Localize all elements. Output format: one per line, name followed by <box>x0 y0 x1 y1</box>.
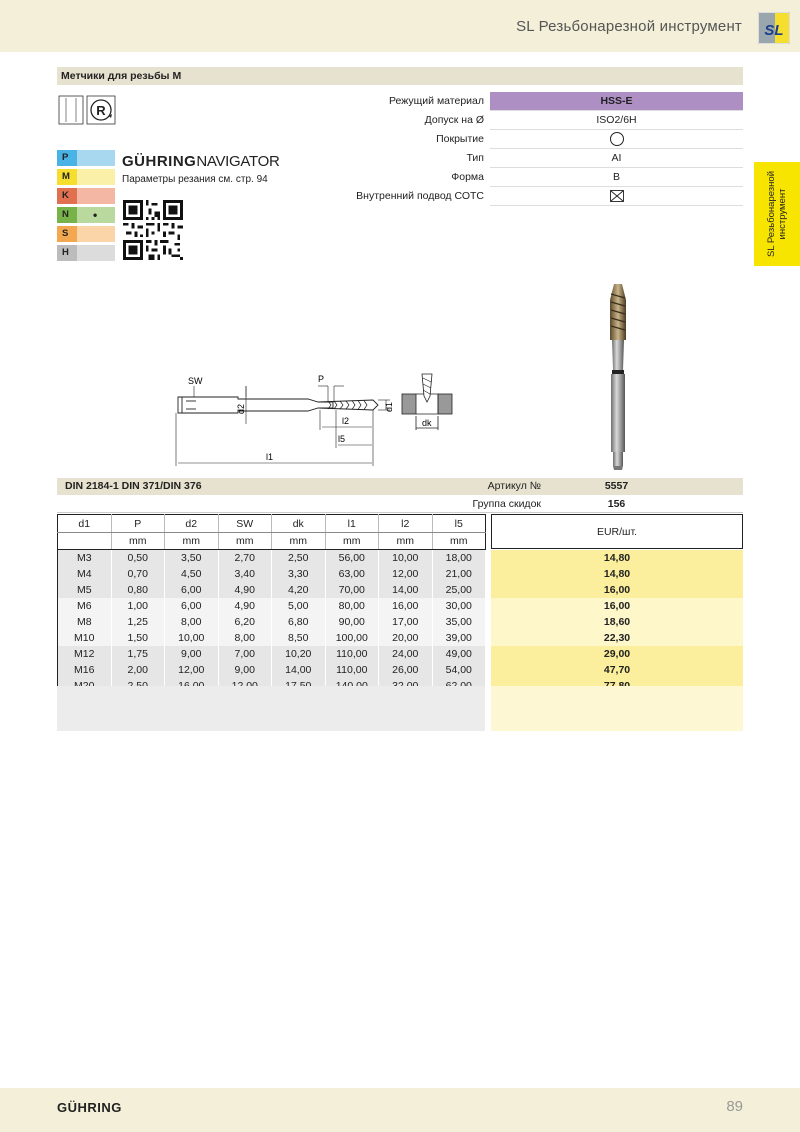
table-cell: 63,00 <box>325 566 379 582</box>
discount-group-value: 156 <box>607 498 626 510</box>
table-cell: 8,00 <box>218 630 272 646</box>
table-cell: 25,00 <box>432 582 486 598</box>
column-header: SW <box>218 515 272 533</box>
sl-logo-icon <box>758 12 790 44</box>
l1-label: l1 <box>266 452 274 462</box>
table-cell: M12 <box>58 646 112 662</box>
material-group-h: H <box>57 245 115 261</box>
table-cell: 4,90 <box>218 582 272 598</box>
table-cell: 24,00 <box>379 646 433 662</box>
table-cell: 8,50 <box>272 630 326 646</box>
din-standard-bar <box>57 478 743 495</box>
l5-label: l5 <box>338 434 346 444</box>
table-cell: M5 <box>58 582 112 598</box>
table-cell: 2,00 <box>111 662 165 678</box>
article-number[interactable]: 5557 <box>604 480 629 492</box>
navigator-brand-name: GÜHRING <box>122 153 197 170</box>
dimension-lines <box>176 386 390 466</box>
unit-cell: mm <box>165 533 219 550</box>
column-header: l2 <box>379 515 433 533</box>
table-cell: 16,00 <box>379 598 433 614</box>
table-row[interactable] <box>58 582 486 598</box>
table-cell: M3 <box>58 550 112 567</box>
table-cell: 10,00 <box>165 630 219 646</box>
table-row[interactable] <box>58 566 486 582</box>
discount-group-row <box>57 497 743 513</box>
property-value: B <box>490 168 743 187</box>
table-cell: 54,00 <box>432 662 486 678</box>
unit-cell: mm <box>218 533 272 550</box>
table-cell: 56,00 <box>325 550 379 567</box>
discount-group-label: Группа скидок <box>472 498 541 510</box>
unit-cell: mm <box>111 533 165 550</box>
table-cell: M4 <box>58 566 112 582</box>
property-row <box>0 168 800 187</box>
dk-label: dk <box>422 418 432 428</box>
l2-label: l2 <box>342 416 350 426</box>
table-cell: 1,25 <box>111 614 165 630</box>
table-cell: 20,00 <box>379 630 433 646</box>
property-label: Тип <box>466 152 484 164</box>
column-header: d2 <box>165 515 219 533</box>
price-header: EUR/шт. <box>491 514 743 549</box>
table-cell: 30,00 <box>432 598 486 614</box>
table-cell: 5,00 <box>272 598 326 614</box>
d2-label: d2 <box>236 403 246 414</box>
table-cell: 110,00 <box>325 646 379 662</box>
table-cell: 49,00 <box>432 646 486 662</box>
property-label: Форма <box>451 171 484 183</box>
price-cell: 14,80 <box>491 550 743 566</box>
material-group-m: M <box>57 169 115 185</box>
column-header: l5 <box>432 515 486 533</box>
page-header <box>0 0 800 52</box>
property-value <box>490 130 743 149</box>
table-cell: 0,70 <box>111 566 165 582</box>
unit-cell: mm <box>272 533 326 550</box>
property-row <box>0 111 800 130</box>
price-cell: 18,60 <box>491 614 743 630</box>
property-value <box>490 187 743 206</box>
table-cell: 80,00 <box>325 598 379 614</box>
navigator-product: NAVIGATOR <box>196 153 280 170</box>
property-value: ISO2/6H <box>490 111 743 130</box>
property-label: Покрытие <box>436 133 484 145</box>
table-cell: 10,20 <box>272 646 326 662</box>
rotation-letter: R <box>96 103 106 118</box>
sl-logo-text: SL <box>764 22 784 39</box>
page-footer <box>0 1088 800 1132</box>
table-cell: 2,70 <box>218 550 272 567</box>
tap-outline-drawing <box>178 397 378 413</box>
header-title: SL Резьбонарезной инструмент <box>516 18 742 35</box>
property-label: Режущий материал <box>389 95 484 107</box>
unit-cell: mm <box>325 533 379 550</box>
price-cell: 16,00 <box>491 598 743 614</box>
price-cell: 14,80 <box>491 566 743 582</box>
property-row <box>0 149 800 168</box>
property-row <box>0 92 800 111</box>
table-cell: 6,00 <box>165 598 219 614</box>
unit-cell <box>58 533 112 550</box>
table-cell: 39,00 <box>432 630 486 646</box>
table-empty-area <box>57 686 485 731</box>
table-cell: M6 <box>58 598 112 614</box>
table-cell: 14,00 <box>272 662 326 678</box>
din-standard: DIN 2184-1 DIN 371/DIN 376 <box>65 480 202 492</box>
column-header: dk <box>272 515 326 533</box>
page-number: 89 <box>726 1098 743 1115</box>
price-cell: 47,70 <box>491 662 743 678</box>
table-cell: 9,00 <box>218 662 272 678</box>
price-cell: 29,00 <box>491 646 743 662</box>
property-label: Допуск на Ø <box>424 114 484 126</box>
d1-label: d1 <box>384 401 394 412</box>
table-cell: 4,20 <box>272 582 326 598</box>
article-label: Артикул № <box>487 480 541 492</box>
table-row[interactable] <box>58 598 486 614</box>
qr-code-icon[interactable] <box>123 200 183 260</box>
table-cell: 6,80 <box>272 614 326 630</box>
table-cell: 12,00 <box>165 662 219 678</box>
table-cell: 1,50 <box>111 630 165 646</box>
unit-cell: mm <box>432 533 486 550</box>
table-cell: 14,00 <box>379 582 433 598</box>
material-group-p: P <box>57 150 115 166</box>
property-row <box>0 130 800 149</box>
dimensions-table <box>57 514 486 694</box>
unit-cell: mm <box>379 533 433 550</box>
table-cell: 2,50 <box>272 550 326 567</box>
table-cell: 90,00 <box>325 614 379 630</box>
table-cell: 26,00 <box>379 662 433 678</box>
table-row[interactable] <box>58 550 486 567</box>
table-row[interactable] <box>58 662 486 678</box>
table-cell: 4,50 <box>165 566 219 582</box>
column-header: d1 <box>58 515 112 533</box>
price-cell: 16,00 <box>491 582 743 598</box>
table-cell: M10 <box>58 630 112 646</box>
price-empty-area <box>491 686 743 731</box>
table-cell: 4,90 <box>218 598 272 614</box>
table-cell: 3,50 <box>165 550 219 567</box>
table-cell: 7,00 <box>218 646 272 662</box>
column-header: l1 <box>325 515 379 533</box>
table-cell: M16 <box>58 662 112 678</box>
table-cell: 100,00 <box>325 630 379 646</box>
table-cell: 18,00 <box>432 550 486 567</box>
table-cell: 12,00 <box>379 566 433 582</box>
table-row[interactable] <box>58 646 486 662</box>
table-units-row <box>58 533 486 550</box>
property-value: HSS-E <box>490 92 743 111</box>
table-cell: 0,50 <box>111 550 165 567</box>
material-group-n: N • <box>57 207 115 223</box>
table-cell: 1,00 <box>111 598 165 614</box>
no-coolant-icon <box>609 188 625 204</box>
tap-product-photo <box>600 280 636 472</box>
table-header-row <box>58 515 486 533</box>
table-cell: 6,00 <box>165 582 219 598</box>
table-cell: 8,00 <box>165 614 219 630</box>
table-cell: 35,00 <box>432 614 486 630</box>
table-cell: 1,75 <box>111 646 165 662</box>
property-value: AI <box>490 149 743 168</box>
section-title: Метчики для резьбы М <box>57 67 743 85</box>
suitable-dot-icon: • <box>93 208 98 222</box>
table-cell: 3,40 <box>218 566 272 582</box>
technical-drawing <box>168 366 468 472</box>
table-row[interactable] <box>58 630 486 646</box>
footer-brand-logo: GÜHRING <box>57 1100 122 1115</box>
table-cell: 0,80 <box>111 582 165 598</box>
table-cell: 17,00 <box>379 614 433 630</box>
property-label: Внутренний подвод СОТС <box>356 190 484 202</box>
column-header: P <box>111 515 165 533</box>
table-cell: 21,00 <box>432 566 486 582</box>
table-cell: 110,00 <box>325 662 379 678</box>
side-tab-label: SL Резьбонарезной инструмент <box>766 171 788 258</box>
material-group-k: K <box>57 188 115 204</box>
navigator-subtitle: Параметры резания см. стр. 94 <box>122 174 268 185</box>
table-cell: 3,30 <box>272 566 326 582</box>
table-row[interactable] <box>58 614 486 630</box>
p-label: P <box>318 374 325 384</box>
table-cell: M8 <box>58 614 112 630</box>
table-cell: 70,00 <box>325 582 379 598</box>
table-cell: 10,00 <box>379 550 433 567</box>
table-cell: 6,20 <box>218 614 272 630</box>
property-row <box>0 187 800 206</box>
price-cell: 22,30 <box>491 630 743 646</box>
uncoated-circle-icon <box>609 131 625 147</box>
price-column <box>491 550 743 694</box>
navigator-brand <box>122 153 280 170</box>
table-cell: 9,00 <box>165 646 219 662</box>
material-group-s: S <box>57 226 115 242</box>
sw-label: SW <box>188 376 203 386</box>
